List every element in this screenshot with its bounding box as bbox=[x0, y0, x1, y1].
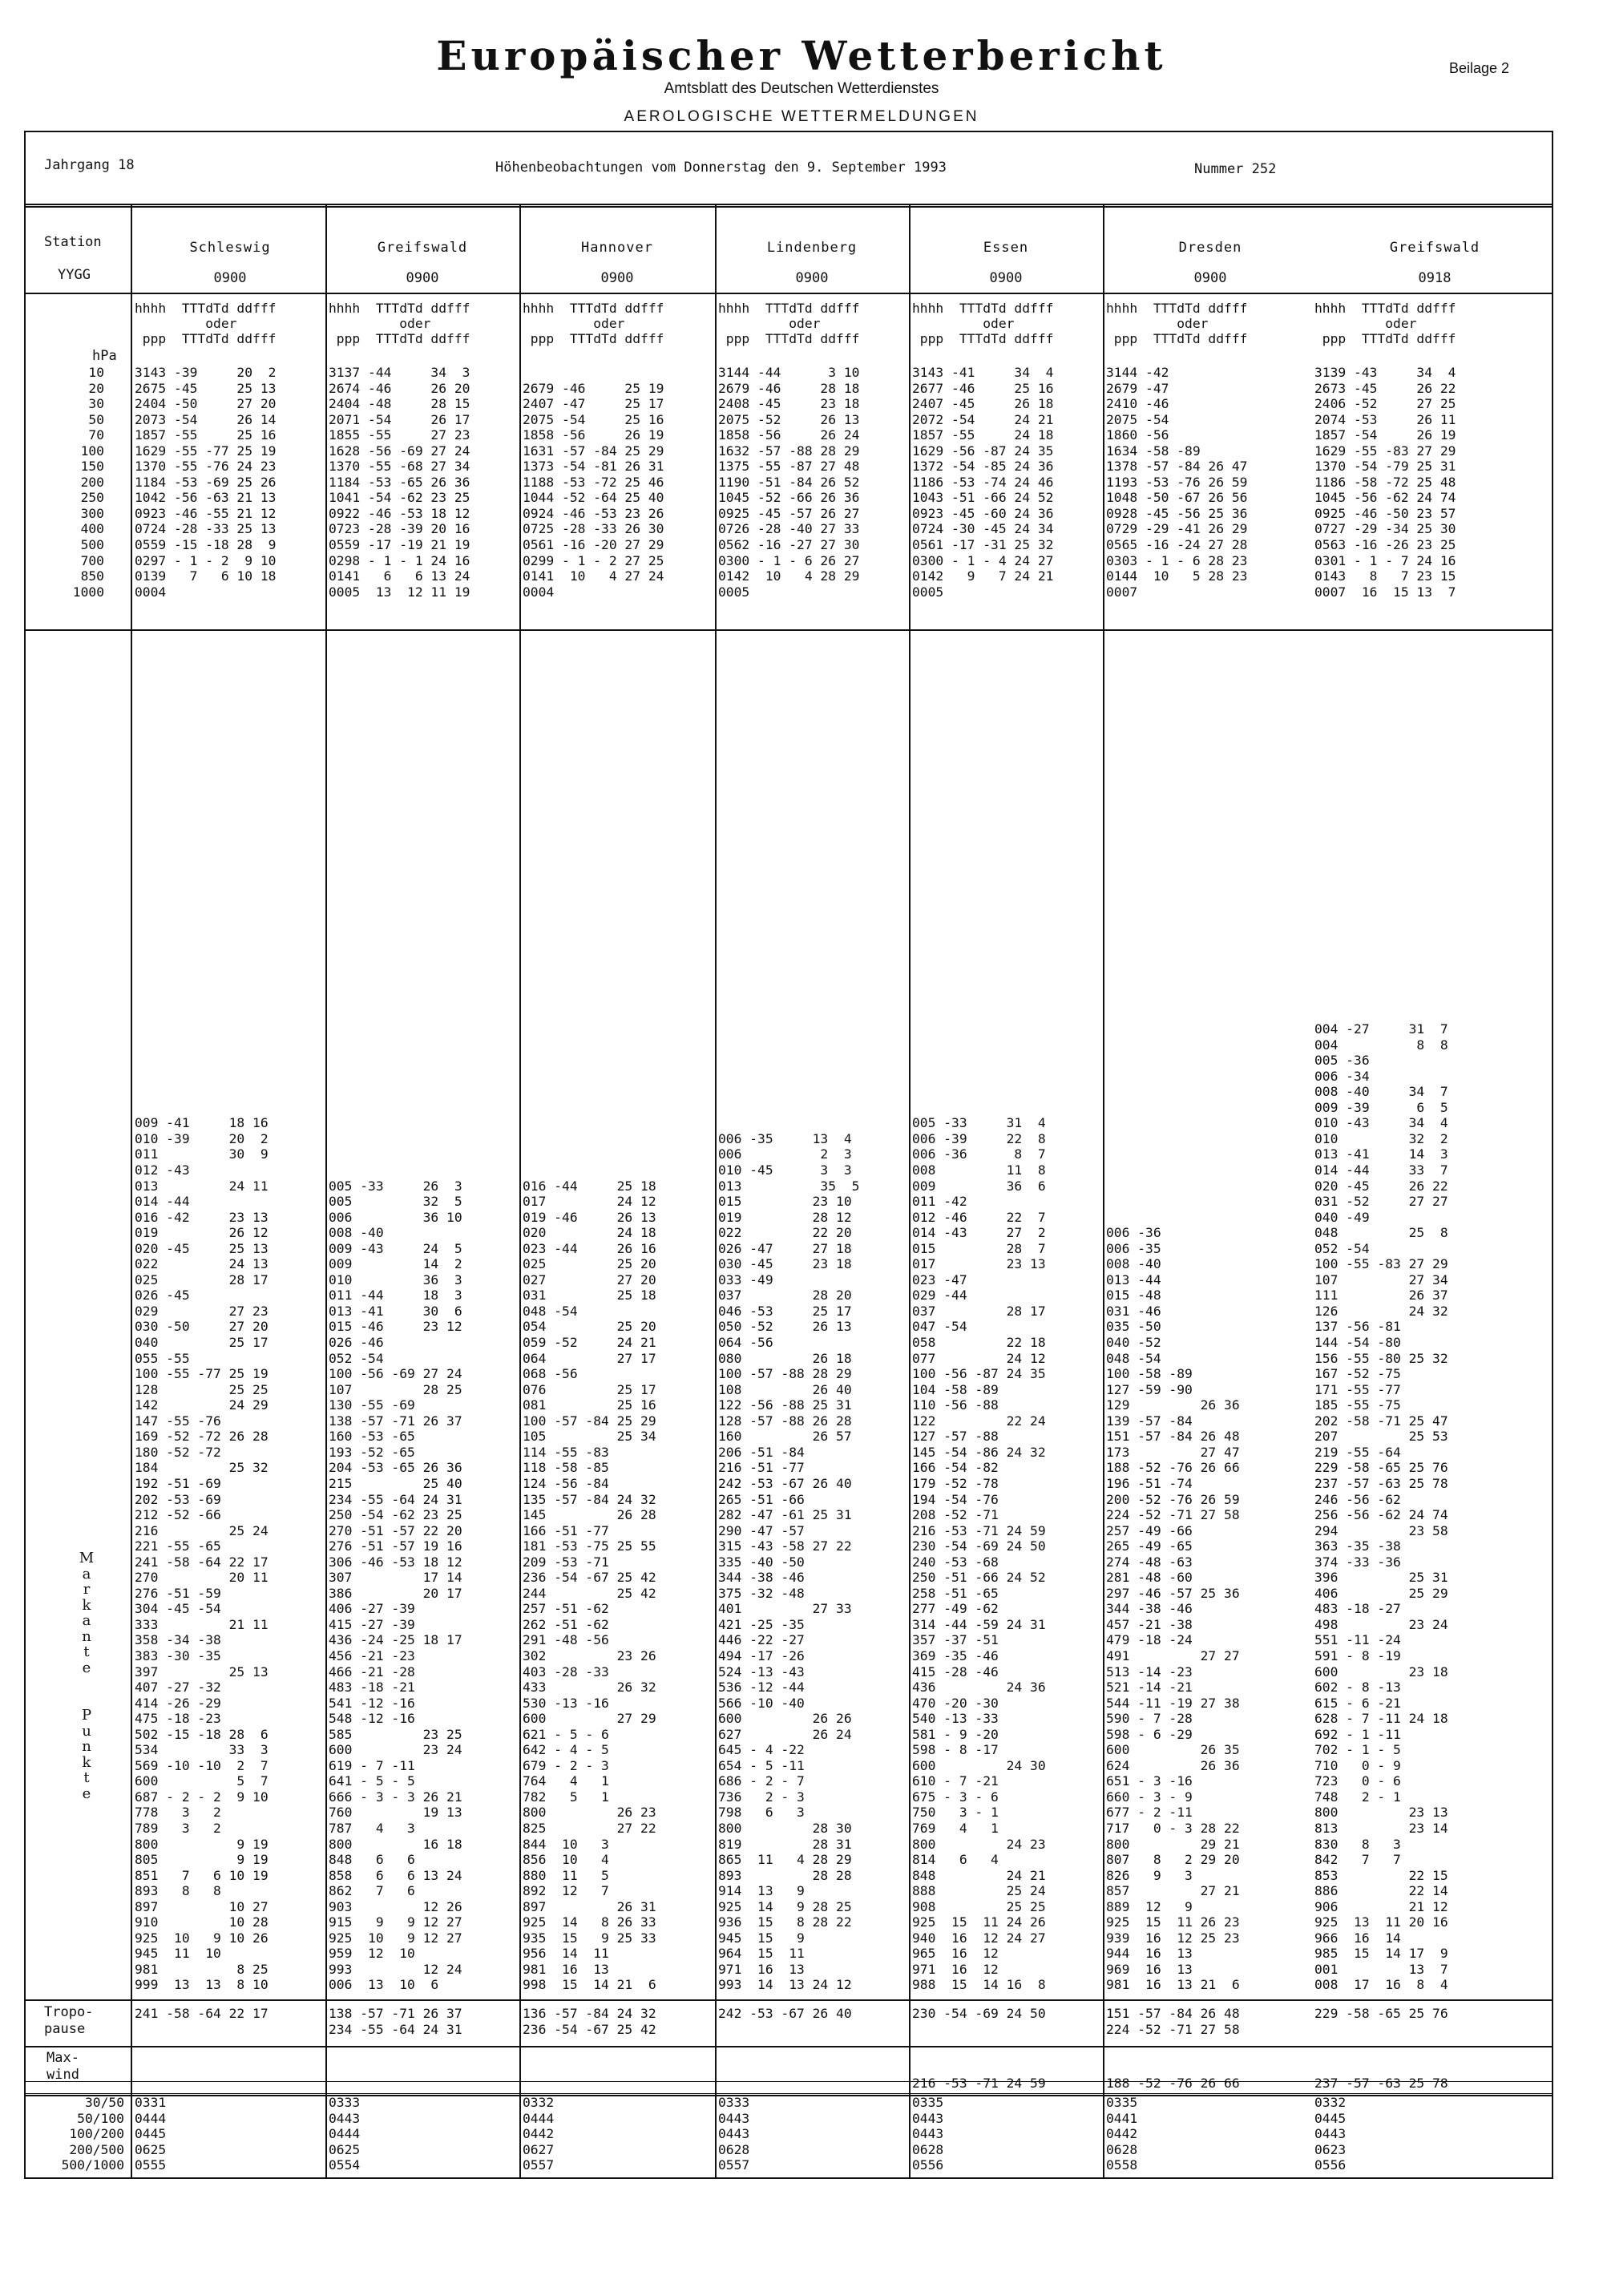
standard-levels: 3143 -41 34 4 2677 -46 25 16 2407 -45 26 18 2072 -54 24 21 1857 -55 24 18 1629 -56 -87 24 35 1372 -54 -85 24 36 1186 -53 -74 24 46 1043 -51 -66 24 52 0923 -45 -60 24 36 0724 -30 -45 24 34 0561 -17 -31 25 32 0300 - 1 - 4 24 27 0142 9 7 24 21 0005 bbox=[912, 365, 1054, 600]
vline-col3 bbox=[715, 204, 717, 2177]
tropopause-values: 229 -58 -65 25 76 bbox=[1314, 2006, 1448, 2021]
tropopause-values: 230 -54 -69 24 50 bbox=[912, 2006, 1046, 2021]
station-time: 0900 bbox=[989, 270, 1023, 286]
significant-points: 009 -41 18 16 010 -39 20 2 011 30 9 012 -43 013 24 11 014 -44 016 -42 23 13 019 26 12 020 -45 25 13 022 24 13 025 28 17 026 -45 029 27 23 030 -50 27 20 040 25 17 055 -55 100 -55 -77 25 19 128 25 25 142 24 29 147 -55 -76 169 -52 -72 26 28 180 -52 -72 184 25 32 192 -51 -69 202 -53 -69 212 -52 -66 216 25 24 221 -55 -65 241 -58 -64 22 17 270 20 11 276 -51 -59 304 -45 -54 333 21 11 358 -34 -38 383 -30 -35 397 25 13 407 -27 -32 414 -26 -29 475 -18 -23 502 -15 -18 28 6 534 33 3 569 -10 -10 2 7 600 5 7 687 - 2 - 2 9 10 778 3 2 789 3 2 800 9 19 805 9 19 851 7 6 10 19 893 8 8 897 10 27 910 10 28 925 10 9 10 26 945 11 10 981 8 25 999 13 13 8 10 bbox=[135, 1115, 269, 1993]
wind-shear-values: 0333 0443 0443 0628 0557 bbox=[718, 2095, 750, 2173]
vline-label bbox=[131, 204, 132, 2177]
station-name: Greifswald bbox=[377, 240, 468, 256]
standard-levels: 3144 -44 3 10 2679 -46 28 18 2408 -45 23 18 2075 -52 26 13 1858 -56 26 24 1632 -57 -88 28 29 1375 -55 -87 27 48 1190 -51 -84 26 52 1045 -52 -66 26 36 0925 -45 -57 26 27 0726 -28 -40 27 33 0562 -16 -27 27 30 0300 - 1 - 6 26 27 0142 10 4 28 29 0005 bbox=[718, 365, 860, 600]
station-name: Dresden bbox=[1178, 240, 1242, 256]
standard-levels: 3137 -44 34 3 2674 -46 26 20 2404 -48 28 15 2071 -54 26 17 1855 -55 27 23 1628 -56 -69 27 24 1370 -55 -68 27 34 1184 -53 -65 26 36 1041 -54 -62 23 25 0922 -46 -53 18 12 0723 -28 -39 20 16 0559 -17 -19 21 19 0298 - 1 - 1 24 16 0141 6 6 13 24 0005 13 12 11 19 bbox=[329, 365, 470, 600]
standard-levels: 3139 -43 34 4 2673 -45 26 22 2406 -52 27 25 2074 -53 26 11 1857 -54 26 19 1629 -55 -83 27 29 1370 -54 -79 25 31 1186 -58 -72 25 48 1045 -56 -62 24 74 0925 -46 -50 23 57 0727 -29 -34 25 30 0563 -16 -26 23 25 0301 - 1 - 7 24 16 0143 8 7 23 15 0007 16 15 13 7 bbox=[1314, 365, 1456, 600]
column-header: hhhh TTTdTd ddfff oder ppp TTTdTd ddfff bbox=[718, 301, 860, 346]
column-header: hhhh TTTdTd ddfff oder ppp TTTdTd ddfff bbox=[912, 301, 1054, 346]
rule-sig-end bbox=[24, 1999, 1553, 2001]
jahrgang-label: Jahrgang 18 bbox=[44, 157, 135, 173]
issue-number: Nummer 252 bbox=[1194, 161, 1277, 177]
station-time: 0900 bbox=[600, 270, 634, 286]
hpa-label: hPa bbox=[92, 348, 117, 364]
station-name: Essen bbox=[983, 240, 1029, 256]
station-time: 0918 bbox=[1418, 270, 1452, 286]
page-subtitle: Amtsblatt des Deutschen Wetterdienstes bbox=[664, 80, 939, 97]
rule-tropo-end bbox=[24, 2046, 1553, 2047]
tropopause-values: 136 -57 -84 24 32 236 -54 -67 25 42 bbox=[523, 2006, 656, 2037]
rule-std-end bbox=[24, 629, 1553, 631]
vline-col4 bbox=[909, 204, 911, 2177]
column-header: hhhh TTTdTd ddfff oder ppp TTTdTd ddfff bbox=[1314, 301, 1456, 346]
significant-points: 005 -33 26 3 005 32 5 006 36 10 008 -40 009 -43 24 5 009 14 2 010 36 3 011 -44 18 3 013 -41 30 6 015 -46 23 12 026 -46 052 -54 100 -56 -69 27 24 107 28 25 130 -55 -69 138 -57 -71 26 37 160 -53 -65 193 -52 -65 204 -53 -65 26 36 215 25 40 234 -55 -64 24 31 250 -54 -62 23 25 270 -51 -57 22 20 276 -51 -57 19 16 306 -46 -53 18 12 307 17 14 386 20 17 406 -27 -39 415 -27 -39 436 -24 -25 18 17 456 -21 -23 466 -21 -28 483 -18 -21 541 -12 -16 548 -12 -16 585 23 25 600 23 24 619 - 7 -11 641 - 5 - 5 666 - 3 - 3 26 21 760 19 13 787 4 3 800 16 18 848 6 6 858 6 6 13 24 862 7 6 903 12 26 915 9 9 12 27 925 10 9 12 27 959 12 10 993 12 24 006 13 10 6 bbox=[329, 1178, 462, 1993]
significant-points: 016 -44 25 18 017 24 12 019 -46 26 13 020 24 18 023 -44 26 16 025 25 20 027 27 20 031 25 18 048 -54 054 25 20 059 -52 24 21 064 27 17 068 -56 076 25 17 081 25 16 100 -57 -84 25 29 105 25 34 114 -55 -83 118 -58 -85 124 -56 -84 135 -57 -84 24 32 145 26 28 166 -51 -77 181 -53 -75 25 55 209 -53 -71 236 -54 -67 25 42 244 25 42 257 -51 -62 262 -51 -62 291 -48 -56 302 23 26 403 -28 -33 433 26 32 530 -13 -16 600 27 29 621 - 5 - 6 642 - 4 - 5 679 - 2 - 3 764 4 1 782 5 1 800 26 23 825 27 22 844 10 3 856 10 4 880 11 5 892 12 7 897 26 31 925 14 8 26 33 935 15 9 25 33 956 14 11 981 16 13 998 15 14 21 6 bbox=[523, 1178, 656, 1993]
yygg-label: YYGG bbox=[58, 267, 91, 283]
vline-col1 bbox=[325, 204, 327, 2177]
maxwind-values: 188 -52 -76 26 66 bbox=[1106, 2076, 1240, 2091]
shear-labels: 30/50 50/100 100/200 200/500 500/1000 bbox=[61, 2095, 124, 2173]
rule-shear-top bbox=[24, 2093, 1553, 2094]
station-name: Schleswig bbox=[189, 240, 271, 256]
significant-points: 004 -27 31 7 004 8 8 005 -36 006 -34 008 -40 34 7 009 -39 6 5 010 -43 34 4 010 32 2 013 -41 14 3 014 -44 33 7 020 -45 26 22 031 -52 27 27 040 -49 048 25 8 052 -54 100 -55 -83 27 29 107 27 34 111 26 37 126 24 32 137 -56 -81 144 -54 -80 156 -55 -80 25 32 167 -52 -75 171 -55 -77 185 -55 -75 202 -58 -71 25 47 207 25 53 219 -55 -64 229 -58 -65 25 76 237 -57 -63 25 78 246 -56 -62 256 -56 -62 24 74 294 23 58 363 -35 -38 374 -33 -36 396 25 31 406 25 29 483 -18 -27 498 23 24 551 -11 -24 591 - 8 -19 600 23 18 602 - 8 -13 615 - 6 -21 628 - 7 -11 24 18 692 - 1 -11 702 - 1 - 5 710 0 - 9 723 0 - 6 748 2 - 1 800 23 13 813 23 14 830 8 3 842 7 7 853 22 15 886 22 14 906 21 12 925 13 11 20 16 966 16 14 985 15 14 17 9 001 13 7 008 17 16 8 4 bbox=[1314, 1021, 1448, 1993]
station-name: Lindenberg bbox=[766, 240, 858, 256]
vline-col2 bbox=[519, 204, 521, 2177]
beilage-label: Beilage 2 bbox=[1449, 60, 1510, 76]
vline-right bbox=[1552, 204, 1553, 2177]
column-header: hhhh TTTdTd ddfff oder ppp TTTdTd ddfff bbox=[1106, 301, 1248, 346]
vline-left bbox=[24, 204, 26, 2177]
maxwind-values: 237 -57 -63 25 78 bbox=[1314, 2076, 1448, 2091]
wind-shear-values: 0335 0441 0442 0628 0558 bbox=[1106, 2095, 1138, 2173]
wind-shear-values: 0333 0443 0444 0625 0554 bbox=[329, 2095, 361, 2173]
station-time: 0900 bbox=[1193, 270, 1227, 286]
station-time: 0900 bbox=[406, 270, 439, 286]
tropopause-values: 151 -57 -84 26 48 224 -52 -71 27 58 bbox=[1106, 2006, 1240, 2037]
station-name: Greifswald bbox=[1389, 240, 1480, 256]
observation-date: Höhenbeobachtungen vom Donnerstag den 9. September 1993 bbox=[495, 160, 947, 176]
significant-points: 006 -35 13 4 006 2 3 010 -45 3 3 013 35 5 015 23 10 019 28 12 022 22 20 026 -47 27 18 030 -45 23 18 033 -49 037 28 20 046 -53 25 17 050 -52 26 13 064 -56 080 26 18 100 -57 -88 28 29 108 26 40 122 -56 -88 25 31 128 -57 -88 26 28 160 26 57 206 -51 -84 216 -51 -77 242 -53 -67 26 40 265 -51 -66 282 -47 -61 25 31 290 -47 -57 315 -43 -58 27 22 335 -40 -50 344 -38 -46 375 -32 -48 401 27 33 421 -25 -35 446 -22 -27 494 -17 -26 524 -13 -43 536 -12 -44 566 -10 -40 600 26 26 627 26 24 645 - 4 -22 654 - 5 -11 686 - 2 - 7 736 2 - 3 798 6 3 800 28 30 819 28 31 865 11 4 28 29 893 28 28 914 13 9 925 14 9 28 25 936 15 8 28 22 945 15 9 964 15 11 971 16 13 993 14 13 24 12 bbox=[718, 1130, 860, 1993]
maxwind-label: Max- wind bbox=[46, 2050, 79, 2083]
tropopause-values: 242 -53 -67 26 40 bbox=[718, 2006, 852, 2021]
station-label: Station bbox=[44, 234, 102, 250]
page-title: Europäischer Wetterbericht bbox=[436, 32, 1167, 79]
rule-top bbox=[24, 204, 1553, 205]
column-header: hhhh TTTdTd ddfff oder ppp TTTdTd ddfff bbox=[523, 301, 664, 346]
wind-shear-values: 0332 0444 0442 0627 0557 bbox=[523, 2095, 555, 2173]
rule-header bbox=[24, 293, 1553, 294]
vline-col5 bbox=[1103, 204, 1104, 2177]
maxwind-values: 216 -53 -71 24 59 bbox=[912, 2076, 1046, 2091]
tropopause-values: 138 -57 -71 26 37 234 -55 -64 24 31 bbox=[329, 2006, 462, 2037]
pressure-levels: 10 20 30 50 70 100 150 200 250 300 400 500 700 850 1000 bbox=[72, 365, 104, 600]
markante-label: M a r k a n t e bbox=[79, 1550, 95, 1676]
standard-levels: 2679 -46 25 19 2407 -47 25 17 2075 -54 25 16 1858 -56 26 19 1631 -57 -84 25 29 1373 -54 -81 26 31 1188 -53 -72 25 46 1044 -52 -64 25 40 0924 -46 -53 23 26 0725 -28 -33 26 30 0561 -16 -20 27 29 0299 - 1 - 2 27 25 0141 10 4 27 24 0004 bbox=[523, 380, 664, 600]
column-header: hhhh TTTdTd ddfff oder ppp TTTdTd ddfff bbox=[135, 301, 277, 346]
rule-bottom bbox=[24, 2177, 1553, 2179]
wind-shear-values: 0332 0445 0443 0623 0556 bbox=[1314, 2095, 1347, 2173]
column-header: hhhh TTTdTd ddfff oder ppp TTTdTd ddfff bbox=[329, 301, 470, 346]
tropopause-label: Tropo- pause bbox=[44, 2004, 94, 2037]
significant-points: 005 -33 31 4 006 -39 22 8 006 -36 8 7 008 11 8 009 36 6 011 -42 012 -46 22 7 014 -43 27 2 015 28 7 017 23 13 023 -47 029 -44 037 28 17 047 -54 058 22 18 077 24 12 100 -56 -87 24 35 104 -58 -89 110 -56 -88 122 22 24 127 -57 -88 145 -54 -86 24 32 166 -54 -82 179 -52 -78 194 -54 -76 208 -52 -71 216 -53 -71 24 59 230 -54 -69 24 50 240 -53 -68 250 -51 -66 24 52 258 -51 -65 277 -49 -62 314 -44 -59 24 31 357 -37 -51 369 -35 -46 415 -28 -46 436 24 36 470 -20 -30 540 -13 -33 581 - 9 -20 598 - 8 -17 600 24 30 610 - 7 -21 675 - 3 - 6 750 3 - 1 769 4 1 800 24 23 814 6 4 848 24 21 888 25 24 908 25 25 925 15 11 24 26 940 16 12 24 27 965 16 12 971 16 12 988 15 14 16 8 bbox=[912, 1115, 1046, 1993]
station-time: 0900 bbox=[795, 270, 829, 286]
standard-levels: 3143 -39 20 2 2675 -45 25 13 2404 -50 27 20 2073 -54 26 14 1857 -55 25 16 1629 -55 -77 25 19 1370 -55 -76 24 23 1184 -53 -69 25 26 1042 -56 -63 21 13 0923 -46 -55 21 12 0724 -28 -33 25 13 0559 -15 -18 28 9 0297 - 1 - 2 9 10 0139 7 6 10 18 0004 bbox=[135, 365, 277, 600]
wind-shear-values: 0335 0443 0443 0628 0556 bbox=[912, 2095, 944, 2173]
station-time: 0900 bbox=[213, 270, 247, 286]
standard-levels: 3144 -42 2679 -47 2410 -46 2075 -54 1860 -56 1634 -58 -89 1378 -57 -84 26 47 1193 -53 -76 26 59 1048 -50 -67 26 56 0928 -45 -56 25 36 0729 -29 -41 26 29 0565 -16 -24 27 28 0303 - 1 - 6 28 23 0144 10 5 28 23 0007 bbox=[1106, 365, 1248, 600]
tropopause-values: 241 -58 -64 22 17 bbox=[135, 2006, 269, 2021]
section-title: AEROLOGISCHE WETTERMELDUNGEN bbox=[624, 108, 979, 125]
wind-shear-values: 0331 0444 0445 0625 0555 bbox=[135, 2095, 167, 2173]
significant-points: 006 -36 006 -35 008 -40 013 -44 015 -48 031 -46 035 -50 040 -52 048 -54 100 -58 -89 127 -59 -90 129 26 36 139 -57 -84 151 -57 -84 26 48 173 27 47 188 -52 -76 26 66 196 -51 -74 200 -52 -76 26 59 224 -52 -71 27 58 257 -49 -66 265 -49 -65 274 -48 -63 281 -48 -60 297 -46 -57 25 36 344 -38 -46 457 -21 -38 479 -18 -24 491 27 27 513 -14 -23 521 -14 -21 544 -11 -19 27 38 590 - 7 -28 598 - 6 -29 600 26 35 624 26 36 651 - 3 -16 660 - 3 - 9 677 - 2 -11 717 0 - 3 28 22 800 29 21 807 8 2 29 20 826 9 3 857 27 21 889 12 9 925 15 11 26 23 939 16 12 25 23 944 16 13 969 16 13 981 16 13 21 6 bbox=[1106, 1225, 1240, 1993]
station-name: Hannover bbox=[581, 240, 653, 256]
punkte-label: P u n k t e bbox=[81, 1707, 92, 1802]
